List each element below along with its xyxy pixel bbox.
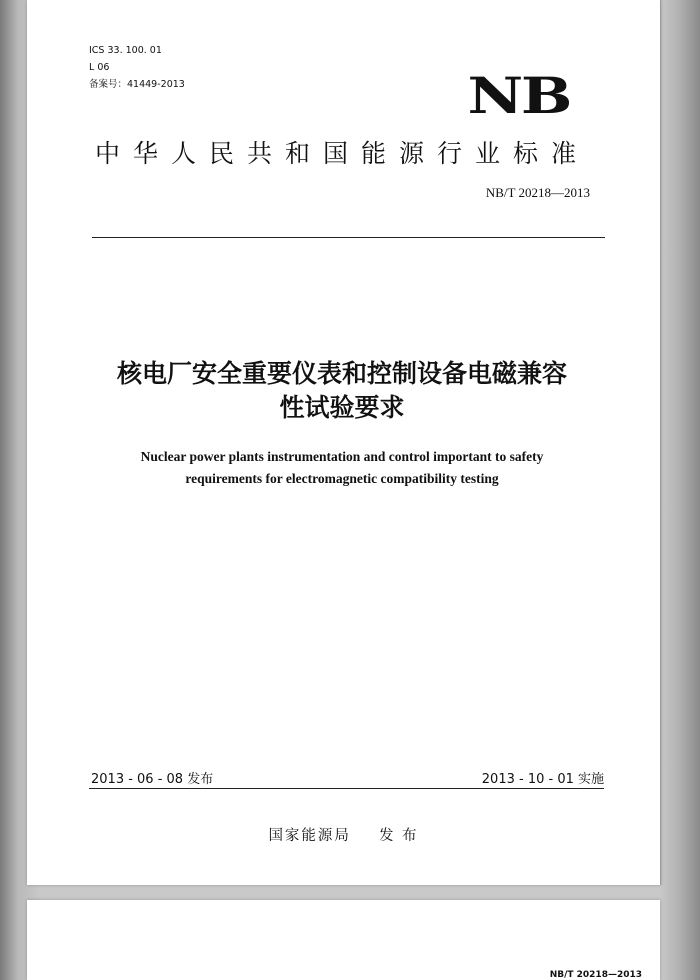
bottom-divider: [89, 788, 604, 789]
title-english-line2: requirements for electromagnetic compatibility testing: [185, 471, 499, 486]
issue-word: 发 布: [378, 828, 419, 844]
title-chinese-line1: 核电厂安全重要仪表和控制设备电磁兼容: [116, 359, 567, 388]
ccs-code: L 06: [89, 62, 110, 73]
top-divider: [92, 237, 605, 238]
implement-date: 2013 - 10 - 01 实施: [481, 772, 604, 787]
cover-page: [27, 0, 661, 885]
issuer-name: 国家能源局: [268, 828, 351, 844]
standard-number: NB/T 20218—2013: [485, 185, 590, 200]
standard-category: 中华人民共和国能源行业标准: [95, 139, 590, 168]
issue-date: 2013 - 06 - 08 发布: [91, 772, 214, 787]
ics-code: ICS 33. 100. 01: [89, 45, 162, 56]
nb-logo: NB: [467, 66, 570, 125]
title-english: [27, 446, 657, 490]
record-number: 备案号：41449-2013: [89, 79, 185, 90]
next-page: [27, 900, 660, 980]
title-chinese-line2: 性试验要求: [279, 393, 405, 422]
next-page-header-number: NB/T 20218—2013: [549, 970, 642, 980]
title-english-line1: Nuclear power plants instrumentation and control important to safety: [140, 449, 544, 464]
title-chinese: [27, 357, 657, 425]
issuer-line: [27, 824, 660, 845]
